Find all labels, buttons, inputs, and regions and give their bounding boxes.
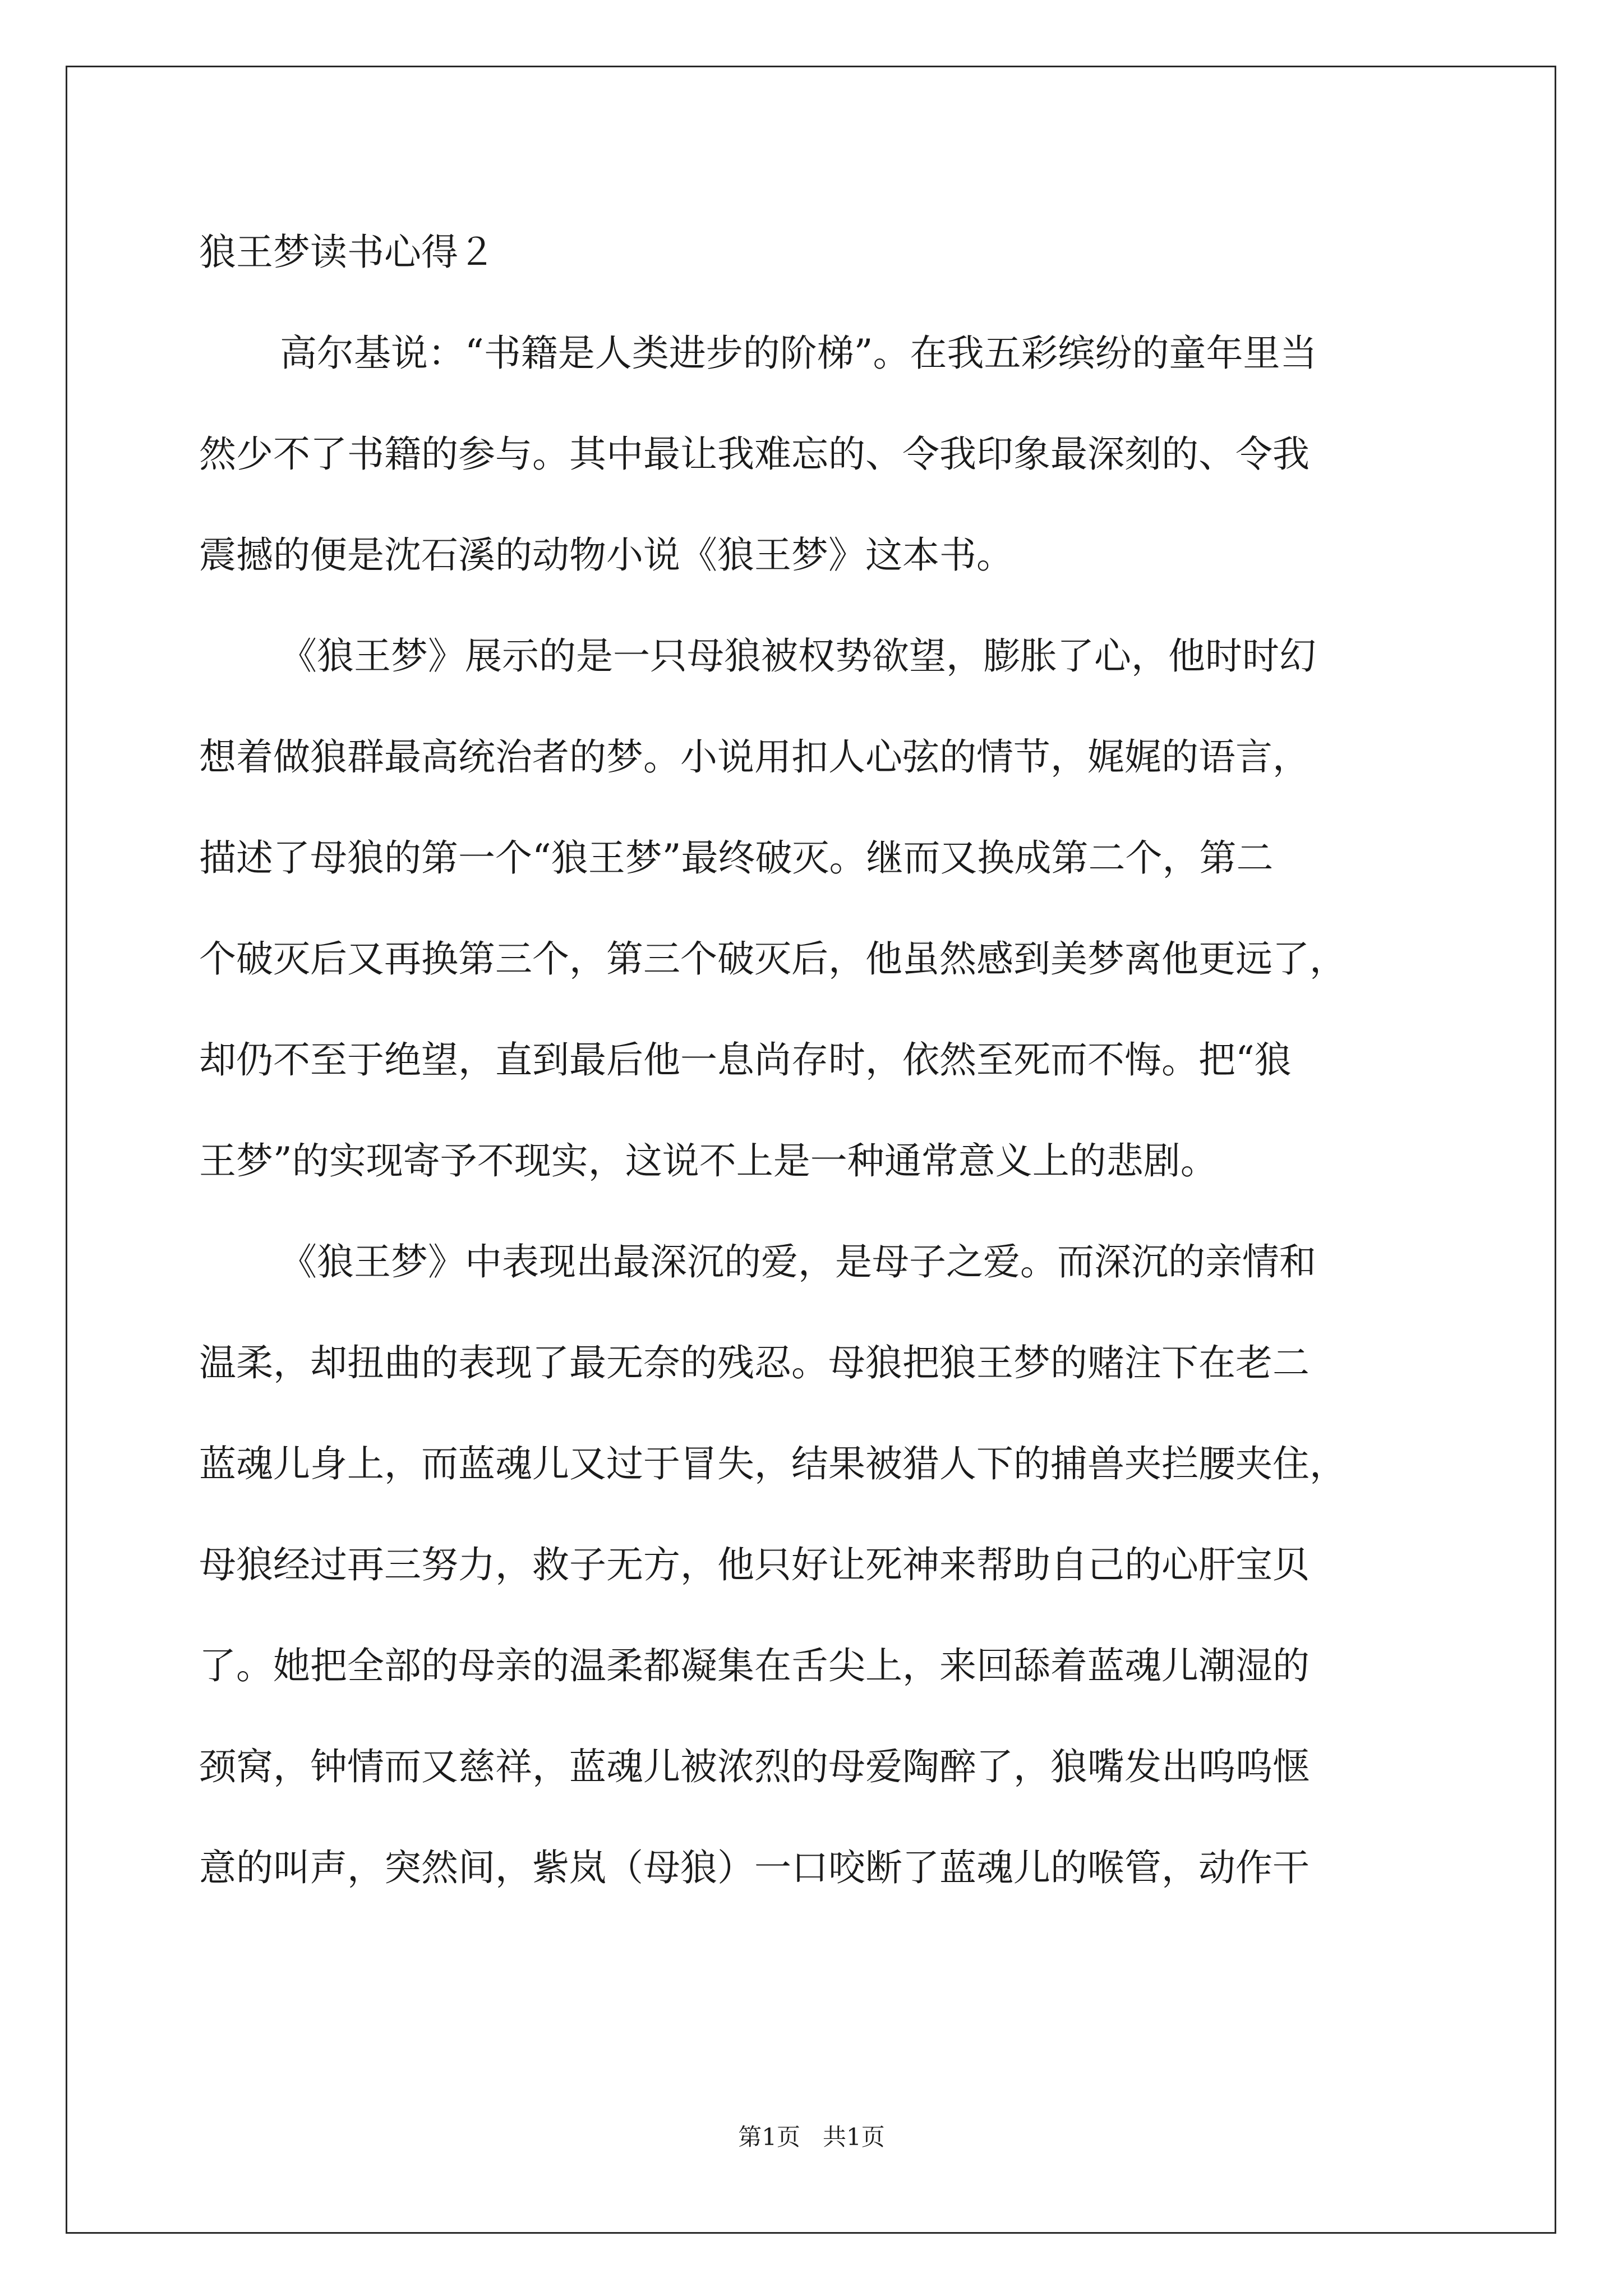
- text-line: 《狼王梦》展示的是一只母狼被权势欲望，膨胀了心，他时时幻: [280, 634, 1316, 678]
- text-line: 意的叫声，突然间，紫岚（母狼）一口咬断了蓝魂儿的喉管，动作干: [199, 1846, 1310, 1889]
- text-line: 《狼王梦》中表现出最深沉的爱，是母子之爱。而深沉的亲情和: [280, 1240, 1316, 1283]
- text-line: 描述了母狼的第一个“狼王梦”最终破灭。继而又换成第二个，第二: [199, 836, 1274, 880]
- page-footer: 第1页 共1页: [738, 2123, 885, 2151]
- text-line: 温柔，却扭曲的表现了最无奈的残忍。母狼把狼王梦的赌注下在老二: [199, 1341, 1310, 1384]
- text-line: 却仍不至于绝望，直到最后他一息尚存时，依然至死而不悔。把“狼: [199, 1038, 1292, 1082]
- text-line: 想着做狼群最高统治者的梦。小说用扣人心弦的情节，娓娓的语言，: [199, 735, 1310, 779]
- text-line: 高尔基说：“书籍是人类进步的阶梯”。在我五彩缤纷的童年里当: [280, 332, 1317, 375]
- text-line: 颈窝，钟情而又慈祥，蓝魂儿被浓烈的母爱陶醉了，狼嘴发出呜呜惬: [199, 1745, 1310, 1788]
- text-line: 蓝魂儿身上，而蓝魂儿又过于冒失，结果被猎人下的捕兽夹拦腰夹住，: [199, 1442, 1347, 1485]
- text-line: 然少不了书籍的参与。其中最让我难忘的、令我印象最深刻的、令我: [199, 432, 1310, 476]
- text-line: 王梦”的实现寄予不现实，这说不上是一种通常意义上的悲剧。: [199, 1139, 1218, 1182]
- text-line: 了。她把全部的母亲的温柔都凝集在舌尖上，来回舔着蓝魂儿潮湿的: [199, 1644, 1310, 1687]
- text-line: 母狼经过再三努力，救子无方，他只好让死神来帮助自己的心肝宝贝: [199, 1543, 1310, 1586]
- text-line: 震撼的便是沈石溪的动物小说《狼王梦》这本书。: [199, 533, 1013, 577]
- paragraph-lines: [199, 303, 1433, 1918]
- text-line: 个破灭后又再换第三个，第三个破灭后，他虽然感到美梦离他更远了，: [199, 937, 1347, 981]
- document-body: [199, 202, 1433, 1918]
- document-title: 狼王梦读书心得２: [199, 231, 495, 274]
